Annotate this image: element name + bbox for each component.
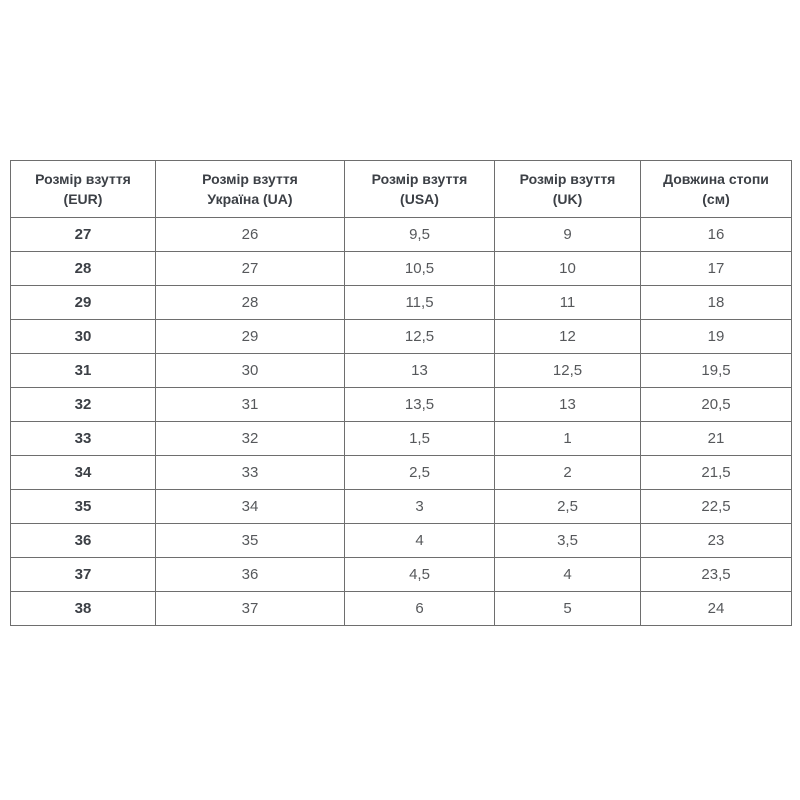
cell-eur-size: 35 (11, 490, 156, 524)
cell-eur-size: 27 (11, 218, 156, 252)
table-row (11, 592, 792, 626)
cell-eur-size: 33 (11, 422, 156, 456)
cell-foot-length-cm: 24 (641, 592, 792, 626)
header-label: Розмір взуття (519, 171, 616, 187)
column-header-uk (495, 161, 641, 218)
cell-usa-size: 10,5 (345, 252, 495, 286)
column-header-foot-length-cm (641, 161, 792, 218)
header-label: Розмір взуття (371, 171, 468, 187)
cell-eur-size: 38 (11, 592, 156, 626)
cell-uk-size: 12 (495, 320, 641, 354)
table-row (11, 422, 792, 456)
cell-usa-size: 13,5 (345, 388, 495, 422)
cell-usa-size: 11,5 (345, 286, 495, 320)
cell-uk-size: 2,5 (495, 490, 641, 524)
cell-ua-size: 31 (156, 388, 345, 422)
cell-usa-size: 2,5 (345, 456, 495, 490)
cell-foot-length-cm: 21 (641, 422, 792, 456)
cell-ua-size: 28 (156, 286, 345, 320)
table-body (11, 218, 792, 626)
cell-foot-length-cm: 23 (641, 524, 792, 558)
cell-usa-size: 3 (345, 490, 495, 524)
header-sublabel: (см) (702, 191, 730, 207)
cell-ua-size: 34 (156, 490, 345, 524)
table-row (11, 320, 792, 354)
cell-uk-size: 1 (495, 422, 641, 456)
cell-uk-size: 5 (495, 592, 641, 626)
cell-uk-size: 4 (495, 558, 641, 592)
table-row (11, 558, 792, 592)
cell-uk-size: 10 (495, 252, 641, 286)
cell-foot-length-cm: 21,5 (641, 456, 792, 490)
cell-ua-size: 36 (156, 558, 345, 592)
cell-usa-size: 9,5 (345, 218, 495, 252)
cell-ua-size: 37 (156, 592, 345, 626)
header-label: Розмір взуття (202, 171, 298, 187)
table-row (11, 252, 792, 286)
cell-uk-size: 13 (495, 388, 641, 422)
cell-usa-size: 12,5 (345, 320, 495, 354)
cell-eur-size: 36 (11, 524, 156, 558)
cell-usa-size: 1,5 (345, 422, 495, 456)
cell-foot-length-cm: 23,5 (641, 558, 792, 592)
cell-foot-length-cm: 18 (641, 286, 792, 320)
cell-eur-size: 37 (11, 558, 156, 592)
header-sublabel: Україна (UA) (207, 191, 293, 207)
cell-foot-length-cm: 19 (641, 320, 792, 354)
cell-usa-size: 4 (345, 524, 495, 558)
shoe-size-conversion-table (10, 160, 792, 626)
cell-ua-size: 32 (156, 422, 345, 456)
table-row (11, 524, 792, 558)
header-sublabel: (USA) (400, 191, 439, 207)
cell-foot-length-cm: 19,5 (641, 354, 792, 388)
column-header-ua (156, 161, 345, 218)
cell-usa-size: 4,5 (345, 558, 495, 592)
header-label: Розмір взуття (35, 171, 131, 187)
cell-ua-size: 30 (156, 354, 345, 388)
table-row (11, 456, 792, 490)
table-row (11, 388, 792, 422)
header-sublabel: (UK) (552, 191, 583, 207)
cell-foot-length-cm: 16 (641, 218, 792, 252)
cell-eur-size: 32 (11, 388, 156, 422)
cell-ua-size: 27 (156, 252, 345, 286)
header-label: Довжина стопи (663, 171, 769, 187)
header-row (11, 161, 792, 218)
cell-uk-size: 2 (495, 456, 641, 490)
cell-eur-size: 28 (11, 252, 156, 286)
cell-usa-size: 13 (345, 354, 495, 388)
cell-foot-length-cm: 17 (641, 252, 792, 286)
cell-ua-size: 35 (156, 524, 345, 558)
cell-uk-size: 9 (495, 218, 641, 252)
cell-foot-length-cm: 20,5 (641, 388, 792, 422)
cell-foot-length-cm: 22,5 (641, 490, 792, 524)
cell-uk-size: 3,5 (495, 524, 641, 558)
cell-eur-size: 29 (11, 286, 156, 320)
cell-usa-size: 6 (345, 592, 495, 626)
column-header-eur (11, 161, 156, 218)
table-row (11, 354, 792, 388)
cell-ua-size: 29 (156, 320, 345, 354)
cell-uk-size: 11 (495, 286, 641, 320)
column-header-usa (345, 161, 495, 218)
header-sublabel: (EUR) (63, 191, 103, 207)
table-row (11, 286, 792, 320)
cell-eur-size: 30 (11, 320, 156, 354)
table-row (11, 218, 792, 252)
cell-eur-size: 34 (11, 456, 156, 490)
cell-ua-size: 33 (156, 456, 345, 490)
cell-uk-size: 12,5 (495, 354, 641, 388)
shoe-size-table-container (10, 160, 791, 626)
cell-ua-size: 26 (156, 218, 345, 252)
cell-eur-size: 31 (11, 354, 156, 388)
table-row (11, 490, 792, 524)
